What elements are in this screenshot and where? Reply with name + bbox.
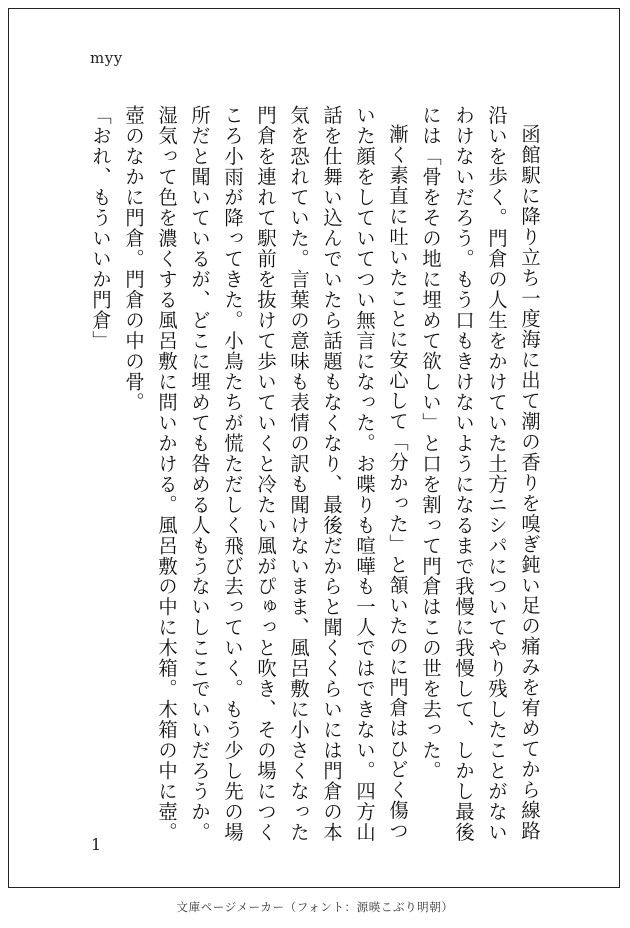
paragraph-1: 函館駅に降り立ち一度海に出て潮の香りを嗅ぎ鈍い足の痛みを宥めてから線路沿いを歩く。門倉の人生をかけていた土方ニシパについてやり残したことがないわけないだろう。もう口もきけないようになるまで我慢に我慢して、しかし最後には「骨をその地に埋めて欲しい」と口を割って門倉はこの世を去った。 [419,105,541,843]
page-number: 1 [91,835,102,854]
footer-caption: 文庫ページメーカー（フォント：源暎こぶり明朝） [176,900,454,914]
page-frame [8,8,620,888]
paragraph-2: 漸く素直に吐いたことに安心して「分かった」と頷いたのに門倉はひどく傷ついた顔をしていてつい無言になった。お喋りも喧嘩も一人ではできない。四方山話を仕舞い込んでいたら話題もなくなり、最後だからと聞くくらいには門倉の本気を恐れていた。言葉の意味も表情の訳も聞けないまま、風呂敷に小さくなった門倉を連れて駅前を抜けて歩いていくと冷たい風がぴゅっと吹き、その場につくころ小雨が降ってきた。小鳥たちが慌ただしく飛び去っていく。もう少し先の場所だと聞いているが、どこに埋めても咎める人もうないしここでいいだろうか。湿気って色を濃くする風呂敷に問いかける。風呂敷の中に木箱。木箱の中に壺。壺のなかに門倉。門倉の中の骨。 [122,105,409,843]
author-name: myy [90,49,123,67]
paragraph-3: 「おれ、もういいか門倉」 [89,105,112,351]
vertical-body-text [84,105,546,845]
